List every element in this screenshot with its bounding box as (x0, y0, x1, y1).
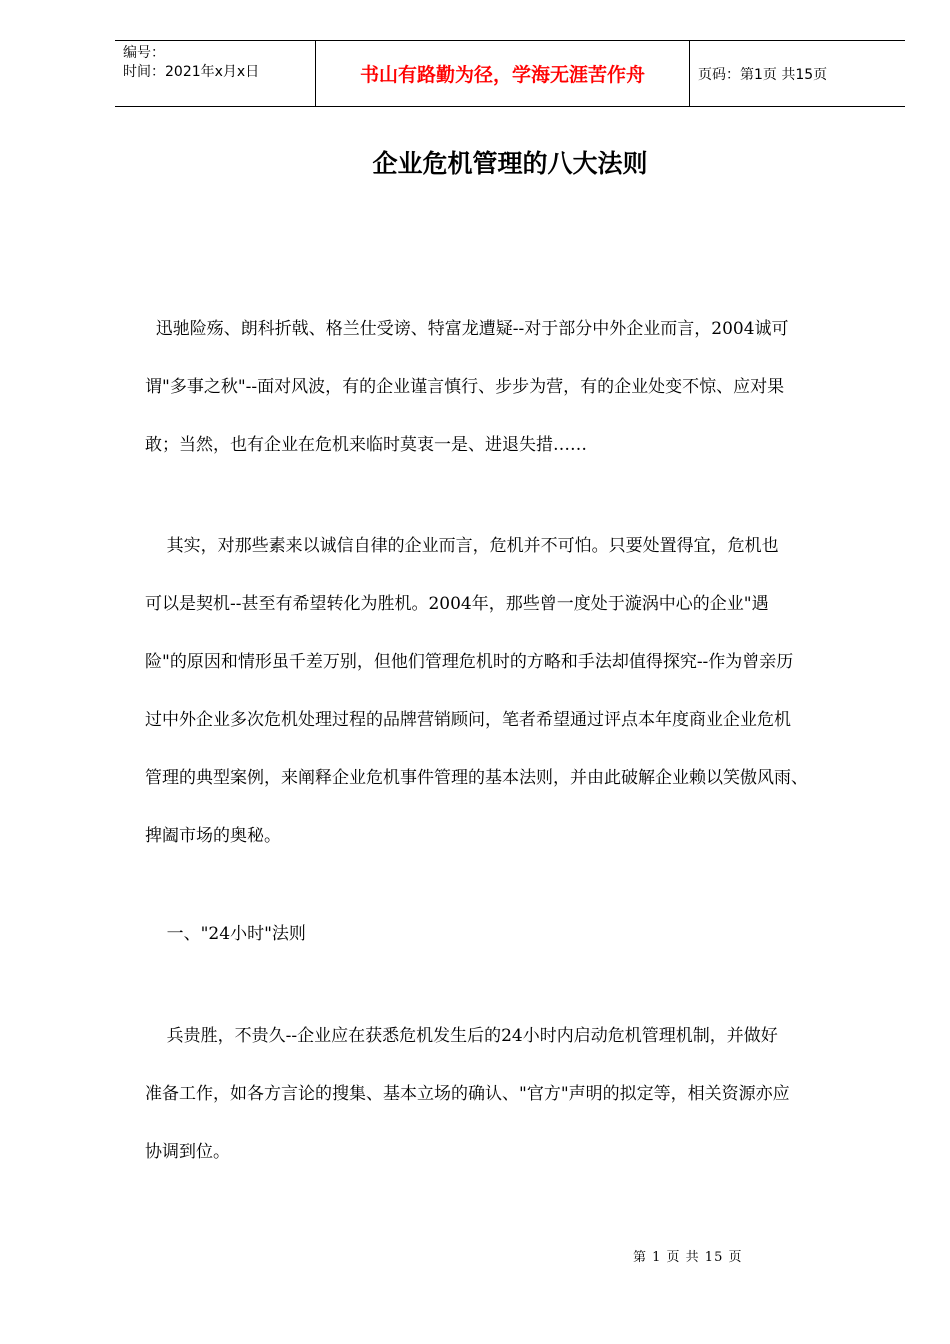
paragraph-intro (145, 300, 885, 474)
paragraph-line: 敢；当然，也有企业在危机来临时莫衷一是、进退失措…… (145, 435, 587, 455)
document-time-label: 时间：2021年x月x日 (123, 64, 260, 80)
paragraph-line: 协调到位。 (145, 1142, 230, 1162)
paragraph-line: 谓"多事之秋"--面对风波，有的企业谨言慎行、步步为营，有的企业处变不惊、应对果 (145, 377, 785, 397)
paragraph-line: 捭阖市场的奥秘。 (145, 826, 281, 846)
paragraph-line: 兵贵胜，不贵久--企业应在获悉危机发生后的24小时内启动危机管理机制，并做好 (145, 1026, 778, 1046)
header-meta-cell (115, 41, 316, 106)
paragraph-line: 其实，对那些素来以诚信自律的企业而言，危机并不可怕。只要处置得宜，危机也 (145, 536, 779, 556)
document-number-label: 编号： (123, 45, 165, 61)
page-footer: 第 1 页 共 15 页 (633, 1250, 743, 1265)
header-page-cell (690, 41, 905, 106)
paragraph-line: 准备工作，如各方言论的搜集、基本立场的确认、"官方"声明的拟定等，相关资源亦应 (145, 1084, 790, 1104)
paragraph-line: 过中外企业多次危机处理过程的品牌营销顾问，笔者希望通过评点本年度商业企业危机 (145, 710, 791, 730)
header-page-label: 页码：第1页 共15页 (698, 66, 828, 83)
document-title: 企业危机管理的八大法则 (372, 149, 648, 178)
section-heading-1 (145, 905, 885, 963)
paragraph-line: 迅驰险殇、朗科折戟、格兰仕受谤、特富龙遭疑--对于部分中外企业而言，2004诚可 (145, 319, 789, 339)
header-motto-cell (316, 41, 690, 106)
header-motto: 书山有路勤为径，学海无涯苦作舟 (359, 64, 645, 86)
paragraph-line: 险"的原因和情形虽千差万别，但他们管理危机时的方略和手法却值得探究--作为曾亲历 (145, 652, 794, 672)
paragraph-body (145, 517, 885, 865)
paragraph-line: 可以是契机--甚至有希望转化为胜机。2004年，那些曾一度处于漩涡中心的企业"遇 (145, 594, 769, 614)
paragraph-section-1 (145, 1007, 885, 1181)
paragraph-line: 管理的典型案例，来阐释企业危机事件管理的基本法则，并由此破解企业赖以笑傲风雨、 (145, 768, 808, 788)
header-table (115, 40, 905, 107)
section-heading-text: 一、"24小时"法则 (145, 924, 306, 944)
